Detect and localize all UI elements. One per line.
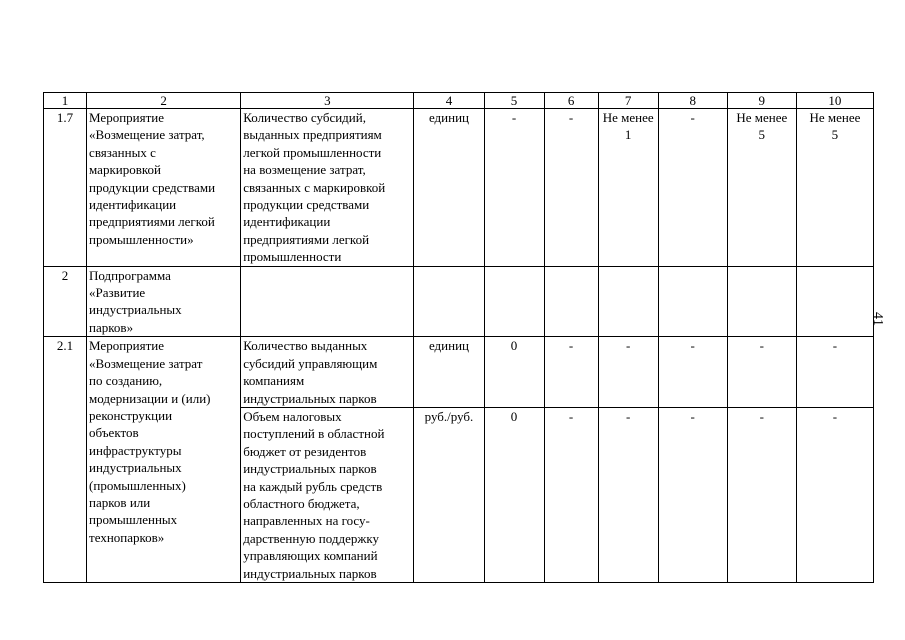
unit-cell: единиц	[414, 337, 484, 408]
value-cell: -	[598, 337, 658, 408]
event-cell: Мероприятие «Возмещение затрат по созданию, модернизации и (или) реконструкции объектов инфраструктуры индустриальных (промышленных) парков или промышленных технопарков»	[87, 337, 241, 583]
empty-cell	[414, 266, 484, 337]
header-cell: 8	[658, 93, 727, 109]
row-number: 2.1	[44, 337, 87, 583]
indicator-cell: Количество выданных субсидий управляющим компаниям индустриальных парков	[241, 337, 414, 408]
header-cell: 3	[241, 93, 414, 109]
value-cell: -	[727, 337, 796, 408]
value-cell: -	[658, 109, 727, 267]
header-cell: 4	[414, 93, 484, 109]
subprogram-cell: Подпрограмма «Развитие индустриальных парков»	[87, 266, 241, 337]
indicators-table	[43, 92, 874, 583]
header-cell: 5	[484, 93, 544, 109]
value-cell: 0	[484, 337, 544, 408]
empty-cell	[658, 266, 727, 337]
header-cell: 10	[796, 93, 873, 109]
value-cell: -	[544, 337, 598, 408]
table-row	[44, 109, 874, 267]
table-row	[44, 337, 874, 408]
empty-cell	[727, 266, 796, 337]
page-number: 41	[870, 312, 885, 326]
unit-cell: единиц	[414, 109, 484, 267]
unit-cell: руб./руб.	[414, 407, 484, 582]
header-cell: 6	[544, 93, 598, 109]
header-cell: 1	[44, 93, 87, 109]
empty-cell	[484, 266, 544, 337]
value-cell: -	[544, 407, 598, 582]
value-cell: -	[484, 109, 544, 267]
value-cell: -	[658, 407, 727, 582]
empty-cell	[598, 266, 658, 337]
row-number: 2	[44, 266, 87, 337]
value-cell: -	[727, 407, 796, 582]
empty-cell	[796, 266, 873, 337]
event-cell: Мероприятие «Возмещение затрат, связанных с маркировкой продукции средствами идентификации предприятиями легкой промышленности»	[87, 109, 241, 267]
table-row	[44, 266, 874, 337]
value-cell: -	[598, 407, 658, 582]
value-cell: Не менее 1	[598, 109, 658, 267]
value-cell: -	[544, 109, 598, 267]
value-cell: 0	[484, 407, 544, 582]
empty-cell	[544, 266, 598, 337]
value-cell: Не менее 5	[727, 109, 796, 267]
value-cell: -	[796, 337, 873, 408]
indicator-cell: Объем налоговых поступлений в областной бюджет от резидентов индустриальных парков на каждый рубль средств областного бюджета, направленных на госу- дарственную поддержку управляющих компаний индустриальных парков	[241, 407, 414, 582]
header-cell: 9	[727, 93, 796, 109]
table-header-row	[44, 93, 874, 109]
value-cell: Не менее 5	[796, 109, 873, 267]
header-cell: 2	[87, 93, 241, 109]
header-cell: 7	[598, 93, 658, 109]
indicator-cell: Количество субсидий, выданных предприятиям легкой промышленности на возмещение затрат, связанных с маркировкой продукции средствами идентификации предприятиями легкой промышленности	[241, 109, 414, 267]
value-cell: -	[658, 337, 727, 408]
empty-cell	[241, 266, 414, 337]
value-cell: -	[796, 407, 873, 582]
row-number: 1.7	[44, 109, 87, 267]
